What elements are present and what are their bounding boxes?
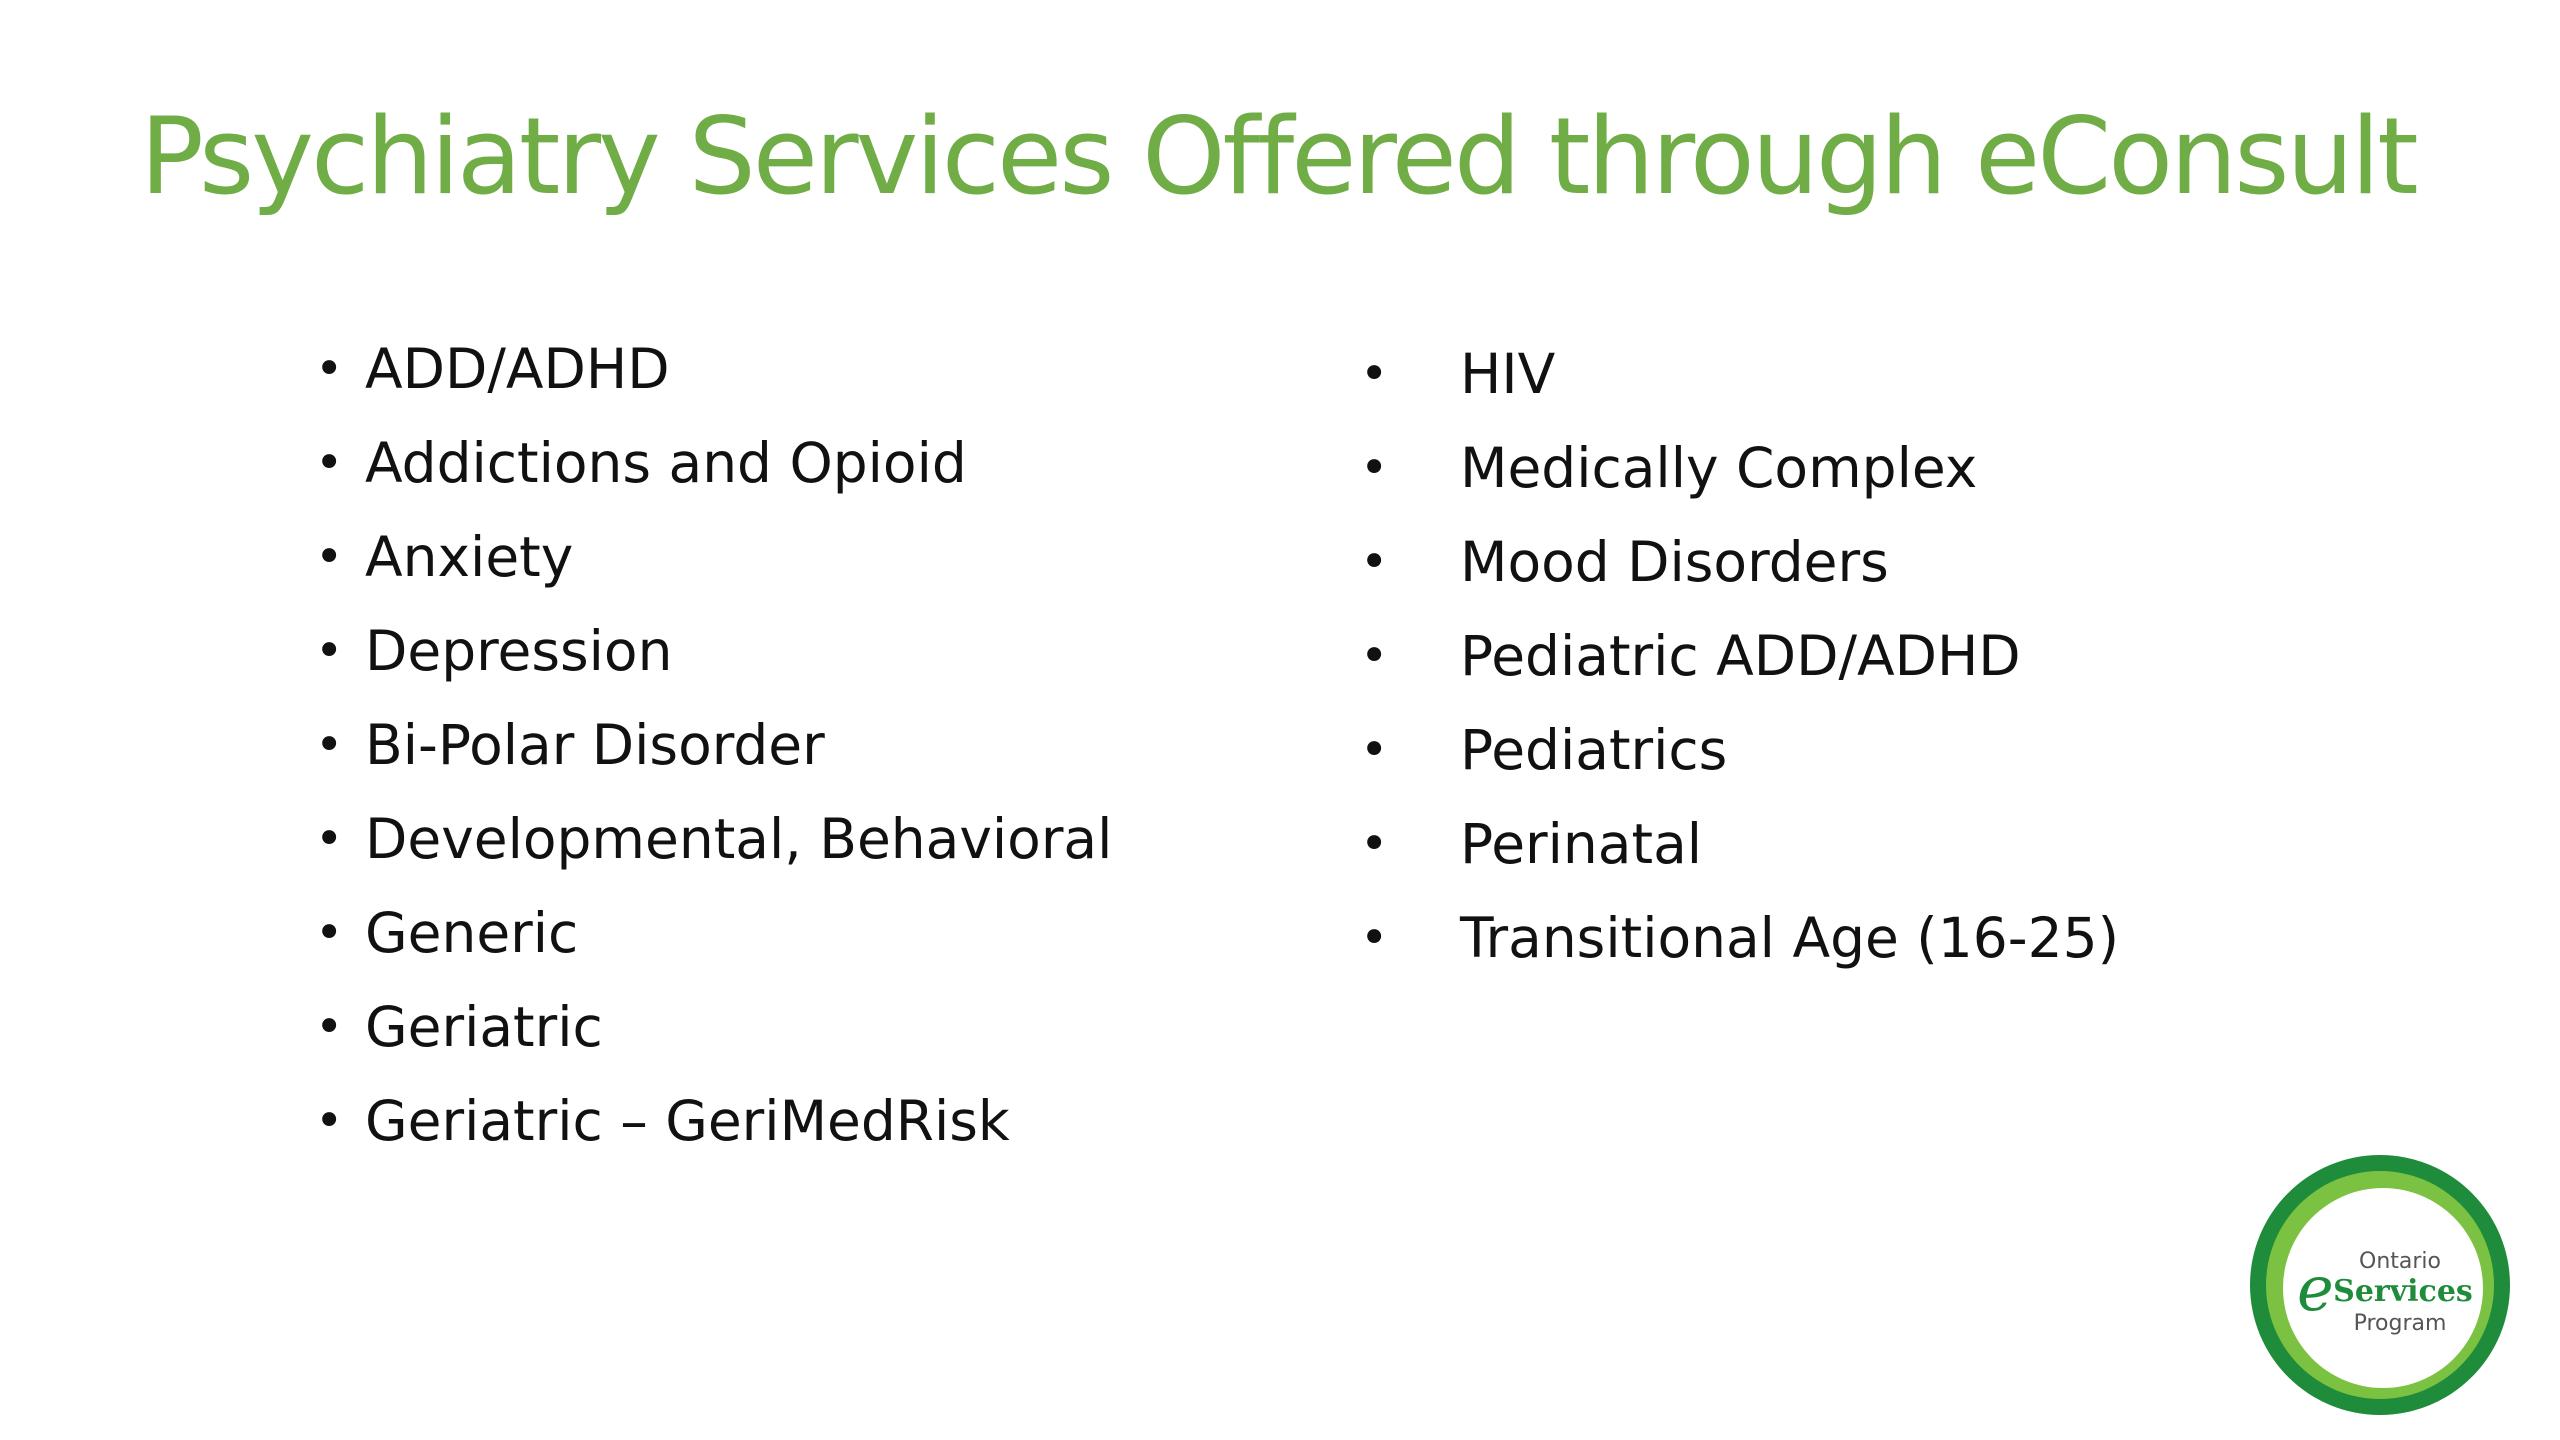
list-item (1360, 515, 2119, 609)
bullet-icon: • (315, 811, 344, 867)
bullet-icon: • (1360, 910, 1389, 966)
list-item (1360, 891, 2119, 985)
list-item-label: Generic (365, 901, 579, 965)
bullet-icon: • (1360, 346, 1389, 402)
list-item-label: Transitional Age (16-25) (1460, 906, 2120, 970)
list-item-label: Geriatric (365, 995, 603, 1059)
list-item (315, 1074, 1112, 1168)
list-item (315, 792, 1112, 886)
list-item (1360, 327, 2119, 421)
list-item (315, 698, 1112, 792)
bullet-icon: • (1360, 628, 1389, 684)
bullet-icon: • (315, 341, 344, 397)
logo-text-ontario: Ontario (2359, 1249, 2441, 1274)
list-item-label: Developmental, Behavioral (365, 807, 1113, 871)
list-item (315, 510, 1112, 604)
bullet-icon: • (315, 435, 344, 491)
bullet-icon: • (315, 905, 344, 961)
list-item (315, 604, 1112, 698)
bullet-icon: • (315, 529, 344, 585)
list-item (1360, 703, 2119, 797)
list-item (1360, 609, 2119, 703)
list-item (315, 322, 1112, 416)
bullet-icon: • (1360, 440, 1389, 496)
list-item (315, 416, 1112, 510)
logo-letter-e: e (2297, 1252, 2334, 1325)
bullet-list-left (315, 322, 1112, 1168)
eservices-logo (2245, 1150, 2515, 1420)
list-item-label: Geriatric – GeriMedRisk (365, 1089, 1010, 1153)
list-item-label: HIV (1460, 342, 1556, 406)
bullet-icon: • (1360, 816, 1389, 872)
bullet-icon: • (1360, 534, 1389, 590)
bullet-icon: • (1360, 722, 1389, 778)
bullet-icon: • (315, 623, 344, 679)
bullet-list-right (1360, 327, 2119, 985)
list-item-label: Medically Complex (1460, 436, 1978, 500)
eservices-logo-icon (2245, 1150, 2515, 1420)
list-item (1360, 421, 2119, 515)
bullet-icon: • (315, 1093, 344, 1149)
list-item (315, 886, 1112, 980)
list-item-label: Pediatric ADD/ADHD (1460, 624, 2021, 688)
list-item-label: Mood Disorders (1460, 530, 1889, 594)
logo-text-program: Program (2353, 1311, 2447, 1336)
list-item (315, 980, 1112, 1074)
logo-text-services: Services (2333, 1274, 2473, 1309)
bullet-icon: • (315, 999, 344, 1055)
list-item-label: ADD/ADHD (365, 337, 670, 401)
list-item-label: Bi-Polar Disorder (365, 713, 825, 777)
list-item-label: Pediatrics (1460, 718, 1728, 782)
list-item-label: Addictions and Opioid (365, 431, 967, 495)
slide-title: Psychiatry Services Offered through eConsult (140, 95, 2416, 218)
bullet-icon: • (315, 717, 344, 773)
list-item-label: Anxiety (365, 525, 574, 589)
list-item (1360, 797, 2119, 891)
list-item-label: Depression (365, 619, 673, 683)
list-item-label: Perinatal (1460, 812, 1703, 876)
